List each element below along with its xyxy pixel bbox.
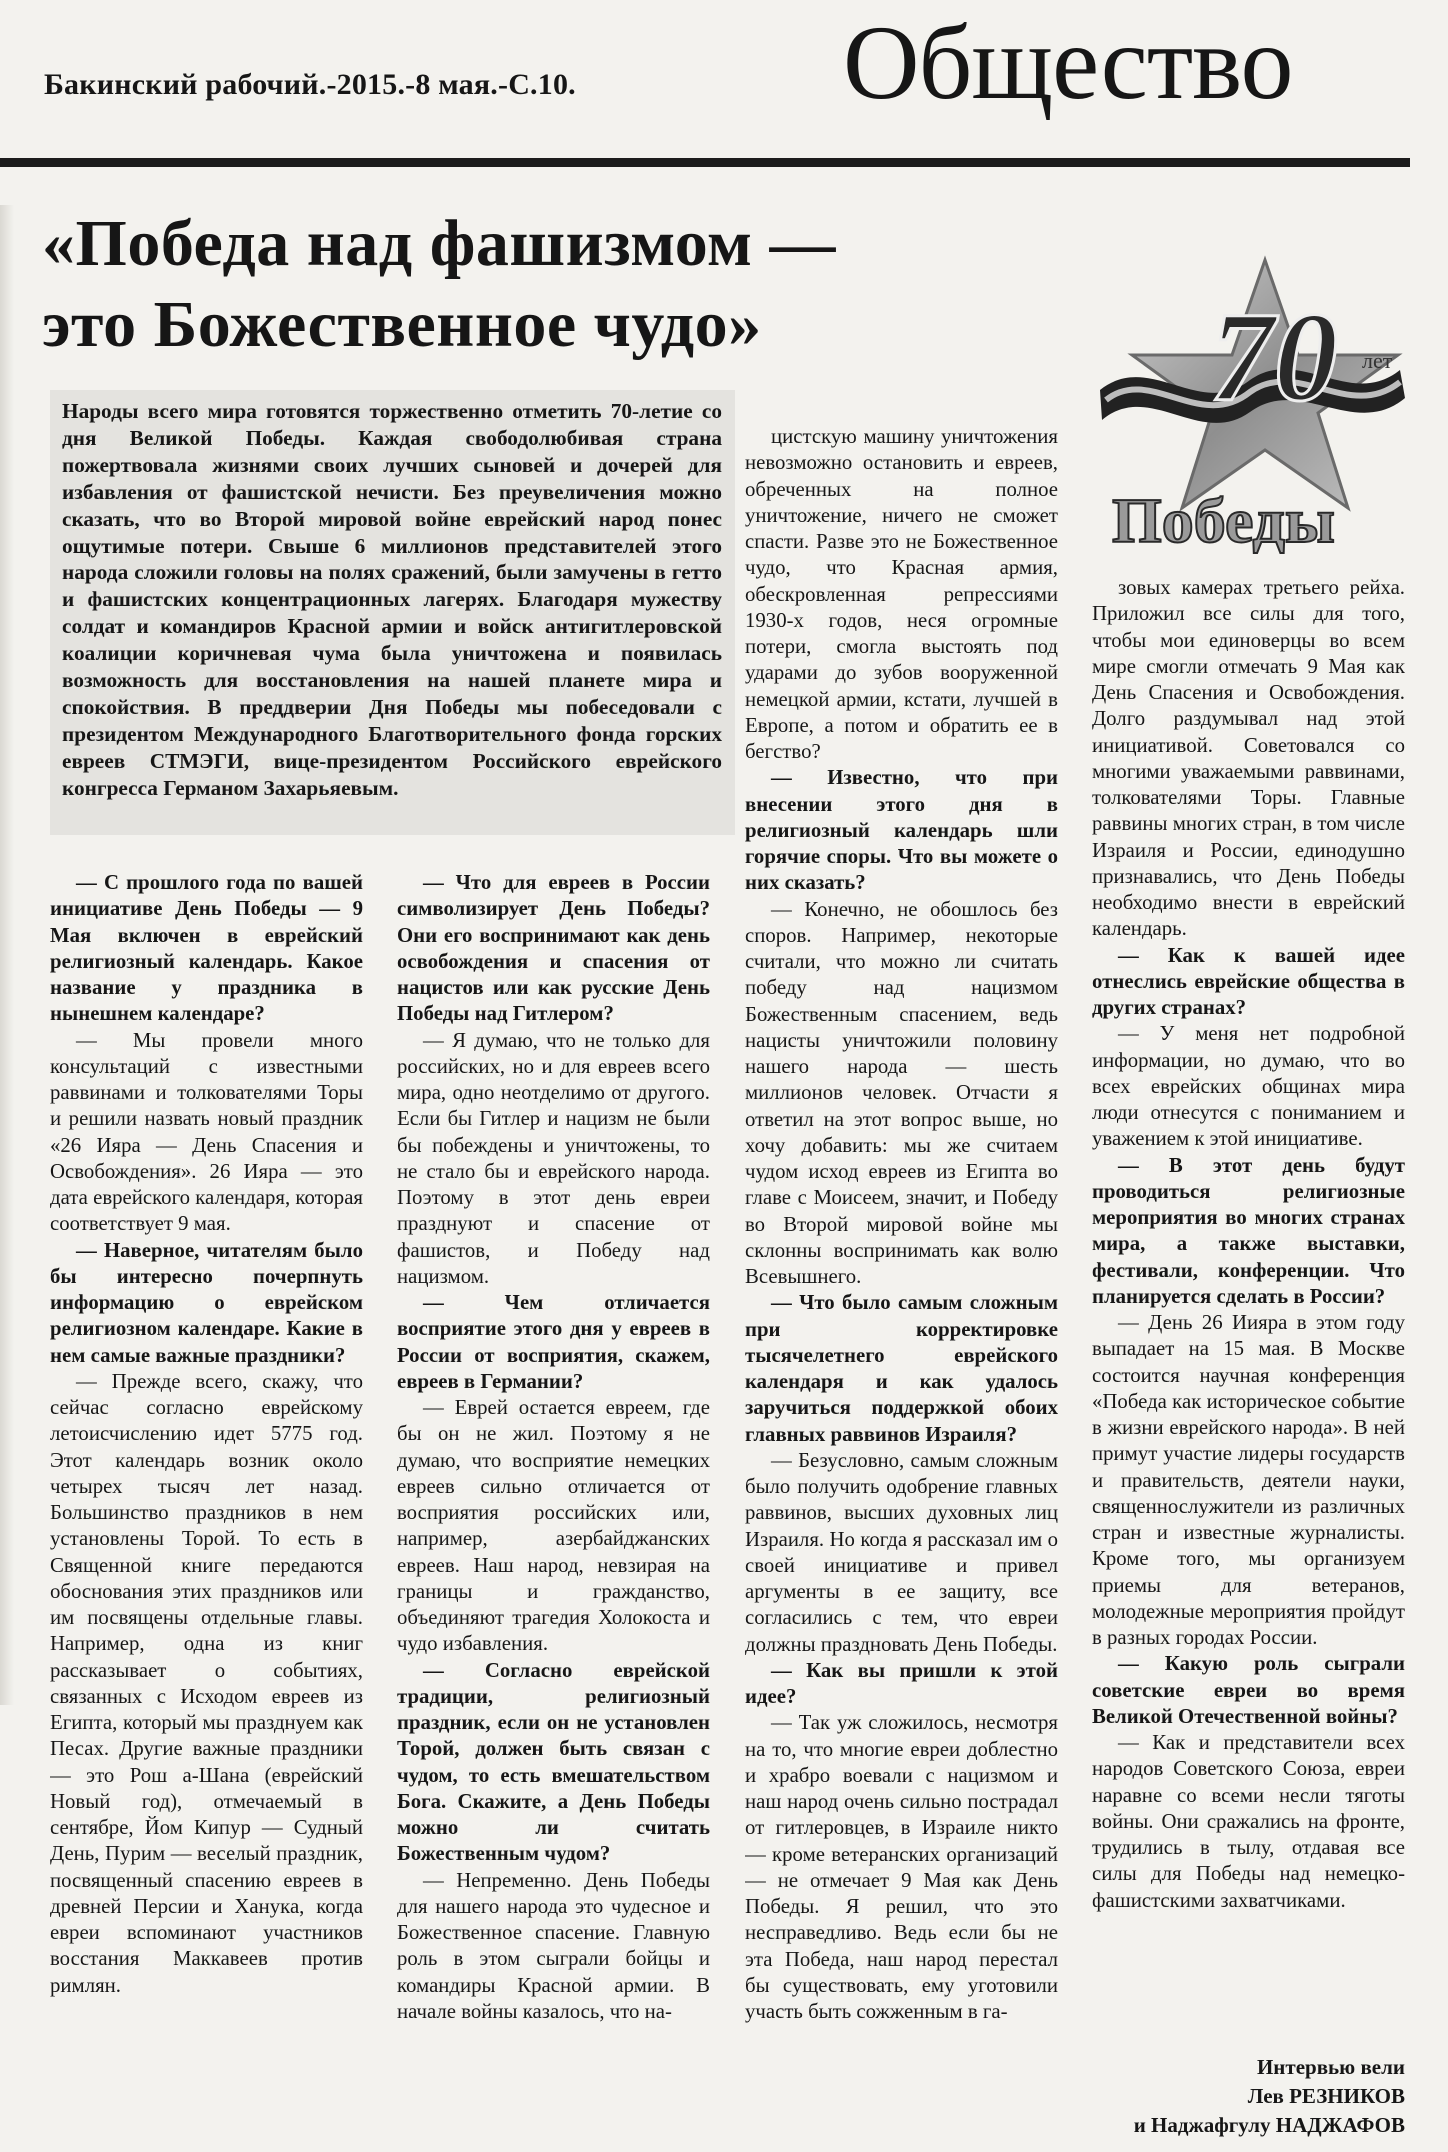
answer-paragraph: — День 26 Иияра в этом году выпадает на 15 мая. В Москве состоится научная конференция «Победа как историческое событие в жизни еврейского народа». В ней примут участие лидеры государств и правительств, деятели науки, священнослужители из различных стран и известные журналисты. Кроме того, мы организуем приемы для ветеранов, молодежные мероприятия пройдут в разных городах России. bbox=[1092, 1311, 1405, 1649]
byline bbox=[1100, 2053, 1405, 2140]
answer-paragraph: цистскую машину уничтожения невозможно остановить и евреев, обреченных на полное уничтожение, ничего не сможет спасти. Разве это не Божественное чудо, что Красная армия, обескровленная репрессиями 1930-х годов, неся огромные потери, смогла выстоять под ударами до зубов вооруженной немецкой армии, кстати, лучшей в Европе, а потом и обратить ее в бегство? bbox=[745, 425, 1058, 763]
emblem-small: лет bbox=[1362, 348, 1393, 373]
column-4 bbox=[1092, 575, 1405, 2025]
byline-line-2: Лев РЕЗНИКОВ bbox=[1247, 2084, 1405, 2108]
article-title bbox=[42, 204, 1102, 365]
answer-paragraph: зовых камерах третьего рейха. Приложил все силы для того, чтобы мои единоверцы во всем мире смогли отмечать 9 Мая как День Спасения и Освобождения. Долго раздумывал над этой инициативой. Советовался со многими уважаемыми раввинами, толкователями Торы. Главные раввины многих стран, в том числе Израиля и России, единодушно признавались, что День Победы необходимо внести в еврейский календарь. bbox=[1092, 576, 1405, 941]
page-edge-shadow bbox=[0, 205, 14, 1705]
answer-paragraph: — Конечно, не обошлось без споров. Например, некоторые считали, что можно ли считать победу над нацизмом Божественным спасением, ведь нацисты уничтожили половину нашего народа — шесть миллионов человек. Отчасти я ответил на этот вопрос выше, но хочу добавить: мы же считаем чудом исход евреев из Египта во главе с Моисеем, значит, и Победу во Второй мировой войне мы склонны воспринимать как волю Всевышнего. bbox=[745, 897, 1058, 1288]
emblem-word: Победы bbox=[1112, 485, 1335, 556]
answer-paragraph: — Как и представители всех народов Советского Союза, евреи наравне со всеми несли тяготы войны. Они сражались на фронте, трудились в тылу, отдавая все силы для Победы над немецко-фашистскими захватчиками. bbox=[1092, 1731, 1405, 1912]
column-1 bbox=[50, 870, 363, 2140]
answer-paragraph: — Прежде всего, скажу, что сейчас согласно еврейскому летоисчислению идет 5775 год. Этот календарь возник около четырех тысяч лет назад. Большинство праздников в нем установлены Торой. То есть в Священной книге передаются обоснования этих праздников или им посвящены отдельные главы. Например, одна из книг рассказывает о событиях, связанных с Исходом евреев из Египта, который мы празднуем как Песах. Другие важные праздники — это Рош а-Шана (еврейский Новый год), отмечаемый в сентябре, Йом Кипур — Судный День, Пурим — веселый праздник, посвященный спасению евреев в древней Персии и Ханука, когда евреи вспоминают участников восстания Маккавеев против римлян. bbox=[50, 1369, 363, 1997]
emblem-number: 70 bbox=[1210, 286, 1338, 428]
lead-text: Народы всего мира готовятся торжественно отметить 70-летие со дня Великой Победы. Каждая свободолюбивая страна пожертвовала жизнями своих лучших сыновей и дочерей для избавления от фашистской нечисти. Без преувеличения можно сказать, что во Второй мировой войне еврейский народ понес ощутимые потери. Свыше 6 миллионов представителей этого народа сложили головы на полях сражений, были замучены в гетто и фашистских концентрационных лагерях. Благодаря мужеству солдат и командиров Красной армии и войск антигитлеровской коалиции коричневая чума была уничтожена и появилась возможность для восстановления на нашей планете мира и спокойствия. В преддверии Дня Победы мы побеседовали с президентом Международного Благотворительного фонда горских евреев СТМЭГИ, вице-президентом Российского еврейского конгресса Германом Захарьяевым. bbox=[62, 399, 722, 800]
answer-paragraph: — Непременно. День Победы для нашего народа это чудесное и Божественное спасение. Главную роль в этом сыграли бойцы и командиры Красной армии. В начале войны казалось, что на- bbox=[397, 1868, 710, 2023]
question-paragraph: — Чем отличается восприятие этого дня у евреев в России от восприятия, скажем, евреев в Германии? bbox=[397, 1291, 710, 1393]
question-paragraph: — Наверное, читателям было бы интересно почерпнуть информацию о еврейском религиозном календаре. Какие в нем самые важные праздники? bbox=[50, 1238, 363, 1367]
question-paragraph: — Как вы пришли к этой идее? bbox=[745, 1658, 1058, 1708]
answer-paragraph: — Так уж сложилось, несмотря на то, что многие евреи доблестно и храбро воевали с нацизмом и наш народ очень сильно пострадал от гитлеровцев, в Израиле никто — кроме ветеранских организаций — не отмечает 9 Мая как День Победы. Я решил, что это несправедливо. Ведь если бы не эта Победа, наш народ перестал бы существовать, ему уготовили участь быть сожженным в га- bbox=[745, 1711, 1058, 2023]
column-3 bbox=[745, 424, 1058, 2140]
answer-paragraph: — Мы провели много консультаций с известными раввинами и толкователями Торы и решили назвать новый праздник «26 Ияра — День Спасения и Освобождения». 26 Ияра — это дата еврейского календаря, которая соответствует 9 мая. bbox=[50, 1028, 363, 1236]
title-line-2: это Божественное чудо» bbox=[42, 287, 762, 361]
question-paragraph: — Что для евреев в России символизирует День Победы? Они его воспринимают как день освобождения и спасения от нацистов или как русские День Победы над Гитлером? bbox=[397, 871, 710, 1026]
question-paragraph: — Известно, что при внесении этого дня в религиозный календарь шли горячие споры. Что вы можете о них сказать? bbox=[745, 766, 1058, 895]
byline-line-3: и Наджафгулу НАДЖАФОВ bbox=[1133, 2113, 1405, 2137]
column-2 bbox=[397, 870, 710, 2140]
title-line-1: «Победа над фашизмом — bbox=[42, 207, 836, 280]
answer-paragraph: — Я думаю, что не только для российских, но и для евреев всего мира, одно неотделимо от другого. Если бы Гитлер и нацизм не были бы побеждены и уничтожены, то не стало бы и еврейского народа. Поэтому в этот день евреи празднуют и спасение от фашистов, и Победу над нацизмом. bbox=[397, 1028, 710, 1288]
answer-paragraph: — Безусловно, самым сложным было получить одобрение главных раввинов, высших духовных лиц Израиля. Но когда я рассказал им о своей инициативе и привел аргументы в ее защиту, все согласились с тем, что евреи должны праздновать День Победы. bbox=[745, 1448, 1058, 1656]
header-rule bbox=[0, 158, 1410, 167]
byline-line-1: Интервью вели bbox=[1256, 2055, 1405, 2079]
question-paragraph: — Как к вашей идее отнеслись еврейские общества в других странах? bbox=[1092, 943, 1405, 1019]
answer-paragraph: — У меня нет подробной информации, но думаю, что во всех еврейских общинах мира люди отнесутся с пониманием и уважением к этой инициативе. bbox=[1092, 1022, 1405, 1151]
lead-paragraph bbox=[62, 398, 722, 838]
question-paragraph: — Что было самым сложным при корректировке тысячелетнего еврейского календаря и как удалось заручиться поддержкой обоих главных раввинов Израиля? bbox=[745, 1291, 1058, 1446]
question-paragraph: — Какую роль сыграли советские евреи во время Великой Отечественной войны? bbox=[1092, 1652, 1405, 1728]
question-paragraph: — В этот день будут проводиться религиозные мероприятия во многих странах мира, а также выставки, фестивали, конференции. Что планируется сделать в России? bbox=[1092, 1153, 1405, 1308]
question-paragraph: — С прошлого года по вашей инициативе День Победы — 9 Мая включен в еврейский религиозный календарь. Какое название у праздника в нынешнем календаре? bbox=[50, 871, 363, 1026]
source-citation: Бакинский рабочий.-2015.-8 мая.-С.10. bbox=[44, 68, 576, 101]
question-paragraph: — Согласно еврейской традиции, религиозный праздник, если он не установлен Торой, должен быть связан с чудом, то есть вмешательством Бога. Скажите, а День Победы можно ли считать Божественным чудом? bbox=[397, 1658, 710, 1866]
section-heading: Общество bbox=[843, 4, 1293, 121]
victory-70-emblem bbox=[1090, 250, 1410, 580]
answer-paragraph: — Еврей остается евреем, где бы он не жил. Поэтому я не думаю, что восприятие немецких евреев сильно отличается от восприятия российских или, например, азербайджанских евреев. Наш народ, невзирая на границы и гражданство, объединяют трагедия Холокоста и чудо избавления. bbox=[397, 1396, 710, 1656]
